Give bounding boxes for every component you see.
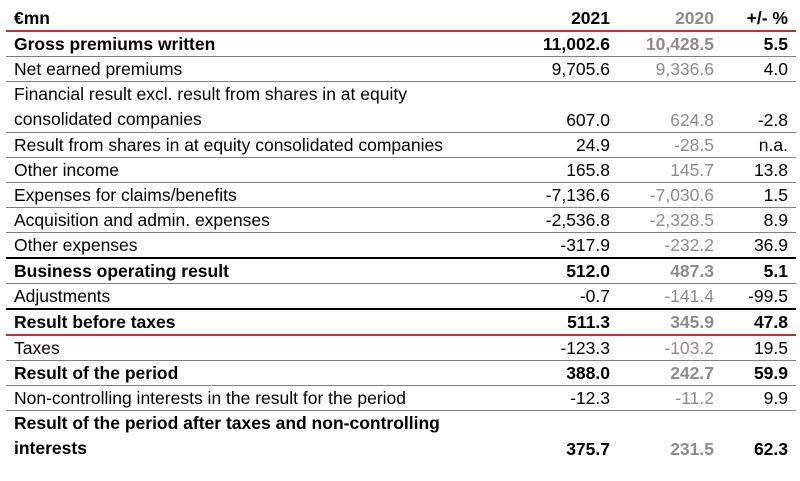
value-2021: 9,705.6 bbox=[506, 57, 618, 82]
table-row bbox=[6, 158, 796, 183]
table-row bbox=[6, 309, 796, 335]
income-statement-table bbox=[6, 2, 796, 461]
row-label: Result from shares in at equity consolidated companies bbox=[6, 133, 506, 158]
row-label: Adjustments bbox=[6, 284, 506, 310]
year-2021-header: 2021 bbox=[506, 2, 618, 31]
table-row bbox=[6, 386, 796, 411]
value-2020: 345.9 bbox=[618, 309, 722, 335]
value-2021: 607.0 bbox=[506, 82, 618, 133]
value-change-pct: 47.8 bbox=[722, 309, 796, 335]
value-2021: 375.7 bbox=[566, 439, 610, 459]
row-label: Result of the period after taxes and non-controlling interests bbox=[14, 413, 440, 458]
value-2021: 11,002.6 bbox=[506, 31, 618, 57]
value-2020: 145.7 bbox=[618, 158, 722, 183]
value-2020: -28.5 bbox=[618, 133, 722, 158]
value-2021: -2,536.8 bbox=[506, 208, 618, 233]
table-row bbox=[6, 335, 796, 361]
table-row bbox=[6, 361, 796, 386]
value-2020: -103.2 bbox=[618, 335, 722, 361]
value-2020: -2,328.5 bbox=[618, 208, 722, 233]
table-row bbox=[6, 82, 796, 133]
row-label: Result of the period bbox=[6, 361, 506, 386]
value-change-pct: 59.9 bbox=[722, 361, 796, 386]
value-change-pct: 13.8 bbox=[722, 158, 796, 183]
year-2020-header: 2020 bbox=[618, 2, 722, 31]
value-2020: -7,030.6 bbox=[618, 183, 722, 208]
table-row bbox=[6, 183, 796, 208]
row-label: Financial result excl. result from shares in at equity consolidated companies bbox=[6, 82, 506, 133]
value-2020: 242.7 bbox=[618, 361, 722, 386]
value-change-pct: -2.8 bbox=[722, 82, 796, 133]
value-2021: -123.3 bbox=[506, 335, 618, 361]
row-label: Other expenses bbox=[6, 233, 506, 259]
value-2021: 24.9 bbox=[506, 133, 618, 158]
value-change-pct: 5.5 bbox=[722, 31, 796, 57]
table-row bbox=[6, 208, 796, 233]
row-label: Gross premiums written bbox=[6, 31, 506, 57]
value-change-pct: 5.1 bbox=[722, 258, 796, 284]
value-2020: 231.5 bbox=[670, 439, 714, 459]
table-row bbox=[6, 233, 796, 259]
row-label: Net earned premiums bbox=[6, 57, 506, 82]
table-header-row bbox=[6, 2, 796, 31]
value-2020: -232.2 bbox=[618, 233, 722, 259]
value-2020: 487.3 bbox=[618, 258, 722, 284]
change-pct-header: +/- % bbox=[722, 2, 796, 31]
table-row bbox=[6, 31, 796, 57]
value-2021: 512.0 bbox=[506, 258, 618, 284]
value-change-pct: -99.5 bbox=[722, 284, 796, 310]
table-row bbox=[6, 411, 796, 462]
value-2020: 9,336.6 bbox=[618, 57, 722, 82]
value-2020: 624.8 bbox=[618, 82, 722, 133]
row-label: Result before taxes bbox=[6, 309, 506, 335]
value-2021: -317.9 bbox=[506, 233, 618, 259]
table-row bbox=[6, 133, 796, 158]
value-change-pct: 19.5 bbox=[722, 335, 796, 361]
value-2021: 165.8 bbox=[506, 158, 618, 183]
value-change-pct: 9.9 bbox=[722, 386, 796, 411]
unit-header: €mn bbox=[6, 2, 506, 31]
value-2021: -0.7 bbox=[506, 284, 618, 310]
row-label: Acquisition and admin. expenses bbox=[6, 208, 506, 233]
value-change-pct: 62.3 bbox=[753, 439, 788, 459]
value-2020: 10,428.5 bbox=[618, 31, 722, 57]
row-label: Taxes bbox=[6, 335, 506, 361]
value-2021: -7,136.6 bbox=[506, 183, 618, 208]
row-label: Business operating result bbox=[6, 258, 506, 284]
row-label: Non-controlling interests in the result for the period bbox=[6, 386, 506, 411]
table-row bbox=[6, 57, 796, 82]
value-change-pct: 1.5 bbox=[722, 183, 796, 208]
value-change-pct: 36.9 bbox=[722, 233, 796, 259]
row-label: Other income bbox=[6, 158, 506, 183]
value-2021: -12.3 bbox=[506, 386, 618, 411]
row-label: Expenses for claims/benefits bbox=[6, 183, 506, 208]
value-2021: 511.3 bbox=[506, 309, 618, 335]
value-2021: 388.0 bbox=[506, 361, 618, 386]
value-2020: -11.2 bbox=[618, 386, 722, 411]
value-2020: -141.4 bbox=[618, 284, 722, 310]
table-row bbox=[6, 258, 796, 284]
value-change-pct: 8.9 bbox=[722, 208, 796, 233]
value-change-pct: n.a. bbox=[722, 133, 796, 158]
table-row bbox=[6, 284, 796, 310]
value-change-pct: 4.0 bbox=[722, 57, 796, 82]
